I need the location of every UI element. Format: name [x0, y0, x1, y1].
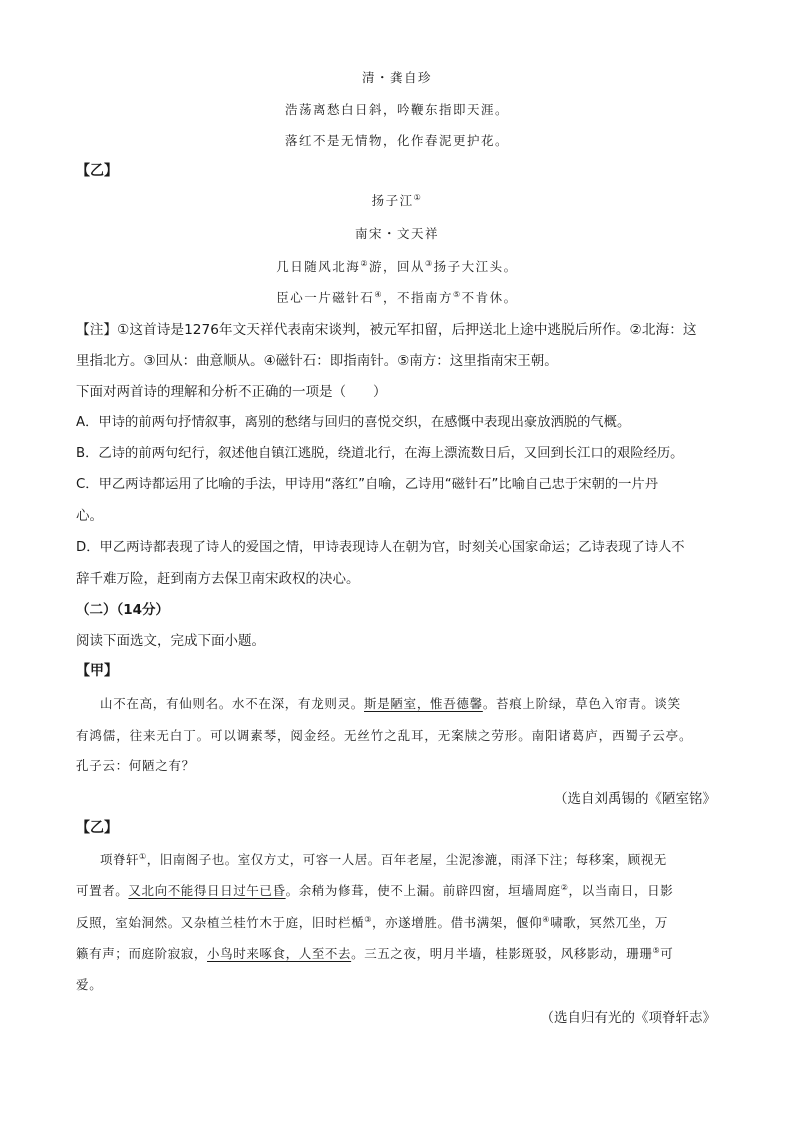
- label-jia-passage: 【甲】: [76, 663, 118, 679]
- underlined-sentence-yi-1: 又北向不能得日日过午已昏: [128, 883, 286, 898]
- note-line-2: 里指北方。③回从：曲意顺从。④磁针石：即指南针。⑤南方：这里指南宋王朝。: [76, 353, 558, 369]
- poem-jia-line-1: 浩荡离愁白日斜，吟鞭东指即天涯。: [284, 102, 509, 117]
- underlined-sentence-yi-2: 小鸟时来啄食，人至不去: [207, 946, 352, 961]
- poem-yi-line-1: 几日随风北海②游，回从③扬子大江头。: [276, 258, 518, 274]
- option-b: B．乙诗的前两句纪行，叙述他自镇江逃脱，绕道北行，在海上漂流数日后，又回到长江口的艰险经历。: [76, 446, 684, 461]
- passage-yi-line-1: 项脊轩①，旧南阁子也。室仅方丈，可容一人居。百年老屋，尘泥渗漉，雨泽下注；每移案，顾视无: [100, 851, 667, 867]
- option-a: A．甲诗的前两句抒情叙事，离别的愁绪与回归的喜悦交织，在感慨中表现出豪放洒脱的气概。: [76, 415, 631, 430]
- section-2-instruction: 阅读下面选文，完成下面小题。: [76, 633, 265, 649]
- passage-yi-line-3: 反照，室始洞然。又杂植兰桂竹木于庭，旧时栏楯③，亦遂增胜。借书满架，偃仰④啸歌，冥然兀坐，万: [76, 914, 668, 930]
- passage-yi-line-2: 可置者。又北向不能得日日过午已昏。余稍为修葺，使不上漏。前辟四窗，垣墙周庭②，以当南日，日影: [76, 882, 674, 898]
- option-c-line-2: 心。: [76, 508, 103, 524]
- underlined-sentence-jia: 斯是陋室，惟吾德馨: [364, 696, 483, 711]
- label-yi-passage: 【乙】: [76, 820, 118, 836]
- poem-jia-author: 清・龚自珍: [361, 70, 432, 85]
- passage-jia-line-1: 山不在高，有仙则名。水不在深，有龙则灵。斯是陋室，惟吾德馨。苔痕上阶绿，草色入帘青。谈笑: [100, 696, 681, 711]
- note-line-1: 【注】①这首诗是1276年文天祥代表南宋谈判，被元军扣留，后押送北上途中逃脱后所作。②北海：这: [76, 322, 697, 338]
- label-yi-poem: 【乙】: [76, 163, 118, 179]
- question-text: 下面对两首诗的理解和分析不正确的一项是（ ）: [76, 384, 387, 400]
- passage-jia-source: （选自刘禹锡的《陋室铭》: [554, 791, 716, 807]
- passage-yi-line-4: 籁有声；而庭阶寂寂，小鸟时来啄食，人至不去。三五之夜，明月半墙，桂影斑驳，风移影动，珊珊⑤可: [76, 945, 674, 961]
- option-d-line-1: D．甲乙两诗都表现了诗人的爱国之情，甲诗表现诗人在朝为官，时刻关心国家命运；乙诗表现了诗人不: [76, 540, 685, 555]
- poem-yi-author: 南宋・文天祥: [354, 226, 439, 241]
- passage-jia-line-2: 有鸿儒，往来无白丁。可以调素琴，阅金经。无丝竹之乱耳，无案牍之劳形。南阳诸葛庐，西蜀子云亭。: [76, 728, 693, 743]
- option-c-line-1: C．甲乙两诗都运用了比喻的手法，甲诗用“落红”自喻，乙诗用“磁针石”比喻自己忠于宋朝的一片丹: [76, 477, 659, 492]
- passage-jia-line-3: 孔子云：何陋之有？: [76, 758, 195, 773]
- section-2-heading: （二）（14分）: [76, 602, 170, 618]
- poem-yi-line-2: 臣心一片磁针石④，不指南方⑤不肯休。: [276, 289, 518, 305]
- option-d-line-2: 辞千难万险，赶到南方去保卫南宋政权的决心。: [76, 571, 360, 587]
- passage-yi-source: （选自归有光的《项脊轩志》: [540, 1010, 716, 1026]
- passage-yi-line-5: 爱。: [76, 977, 103, 992]
- poem-jia-line-2: 落红不是无情物，化作春泥更护花。: [284, 133, 509, 148]
- poem-yi-title: 扬子江①: [371, 192, 423, 208]
